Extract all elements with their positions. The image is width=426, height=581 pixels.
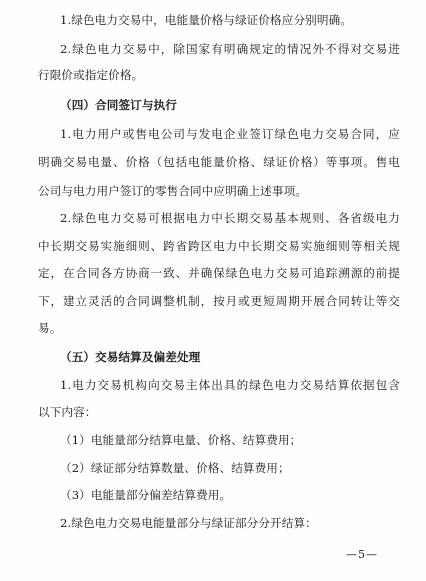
- paragraph-line: 2.绿色电力交易电能量部分与绿证部分分开结算：: [60, 516, 317, 530]
- paragraph-line: 以下内容：: [38, 405, 97, 419]
- paragraph-line: 公司与电力用户签订的零售合同中应明确上述事项。: [38, 184, 307, 198]
- paragraph-line: 2.绿色电力交易可根据电力中长期交易基本规则、各省级电力: [60, 211, 400, 225]
- paragraph-line: 易。: [38, 321, 62, 335]
- paragraph-line: 中长期交易实施细则、跨省跨区电力中长期交易实施细则等相关规: [38, 239, 400, 253]
- page-number: —5—: [346, 548, 378, 561]
- paragraph-line: 1.电力交易机构向交易主体出具的绿色电力交易结算依据包含: [60, 378, 400, 392]
- paragraph-line: 1.电力用户或售电公司与发电企业签订绿色电力交易合同，应: [60, 127, 400, 141]
- paragraph-line: 下，建立灵活的合同调整机制，按月或更短周期开展合同转让等交: [38, 294, 400, 308]
- section-heading: （五）交易结算及偏差处理: [60, 350, 201, 364]
- section-heading: （四）合同签订与执行: [60, 98, 177, 112]
- paragraph-line: 明确交易电量、价格（包括电能量价格、绿证价格）等事项。售电: [38, 155, 400, 169]
- list-item: （1）电能量部分结算电量、价格、结算费用；: [60, 433, 302, 447]
- list-item: （2）绿证部分结算数量、价格、结算费用；: [60, 461, 290, 475]
- paragraph-line: 定，在合同各方协商一致、并确保绿色电力交易可追踪溯源的前提: [38, 266, 400, 280]
- paragraph-line: 行限价或指定价格。: [38, 68, 144, 82]
- paragraph-line: 2.绿色电力交易中，除国家有明确规定的情况外不得对交易进: [60, 42, 400, 56]
- list-item: （3）电能量部分偏差结算费用。: [60, 488, 232, 502]
- paragraph-line: 1.绿色电力交易中，电能量价格与绿证价格应分别明确。: [60, 13, 352, 27]
